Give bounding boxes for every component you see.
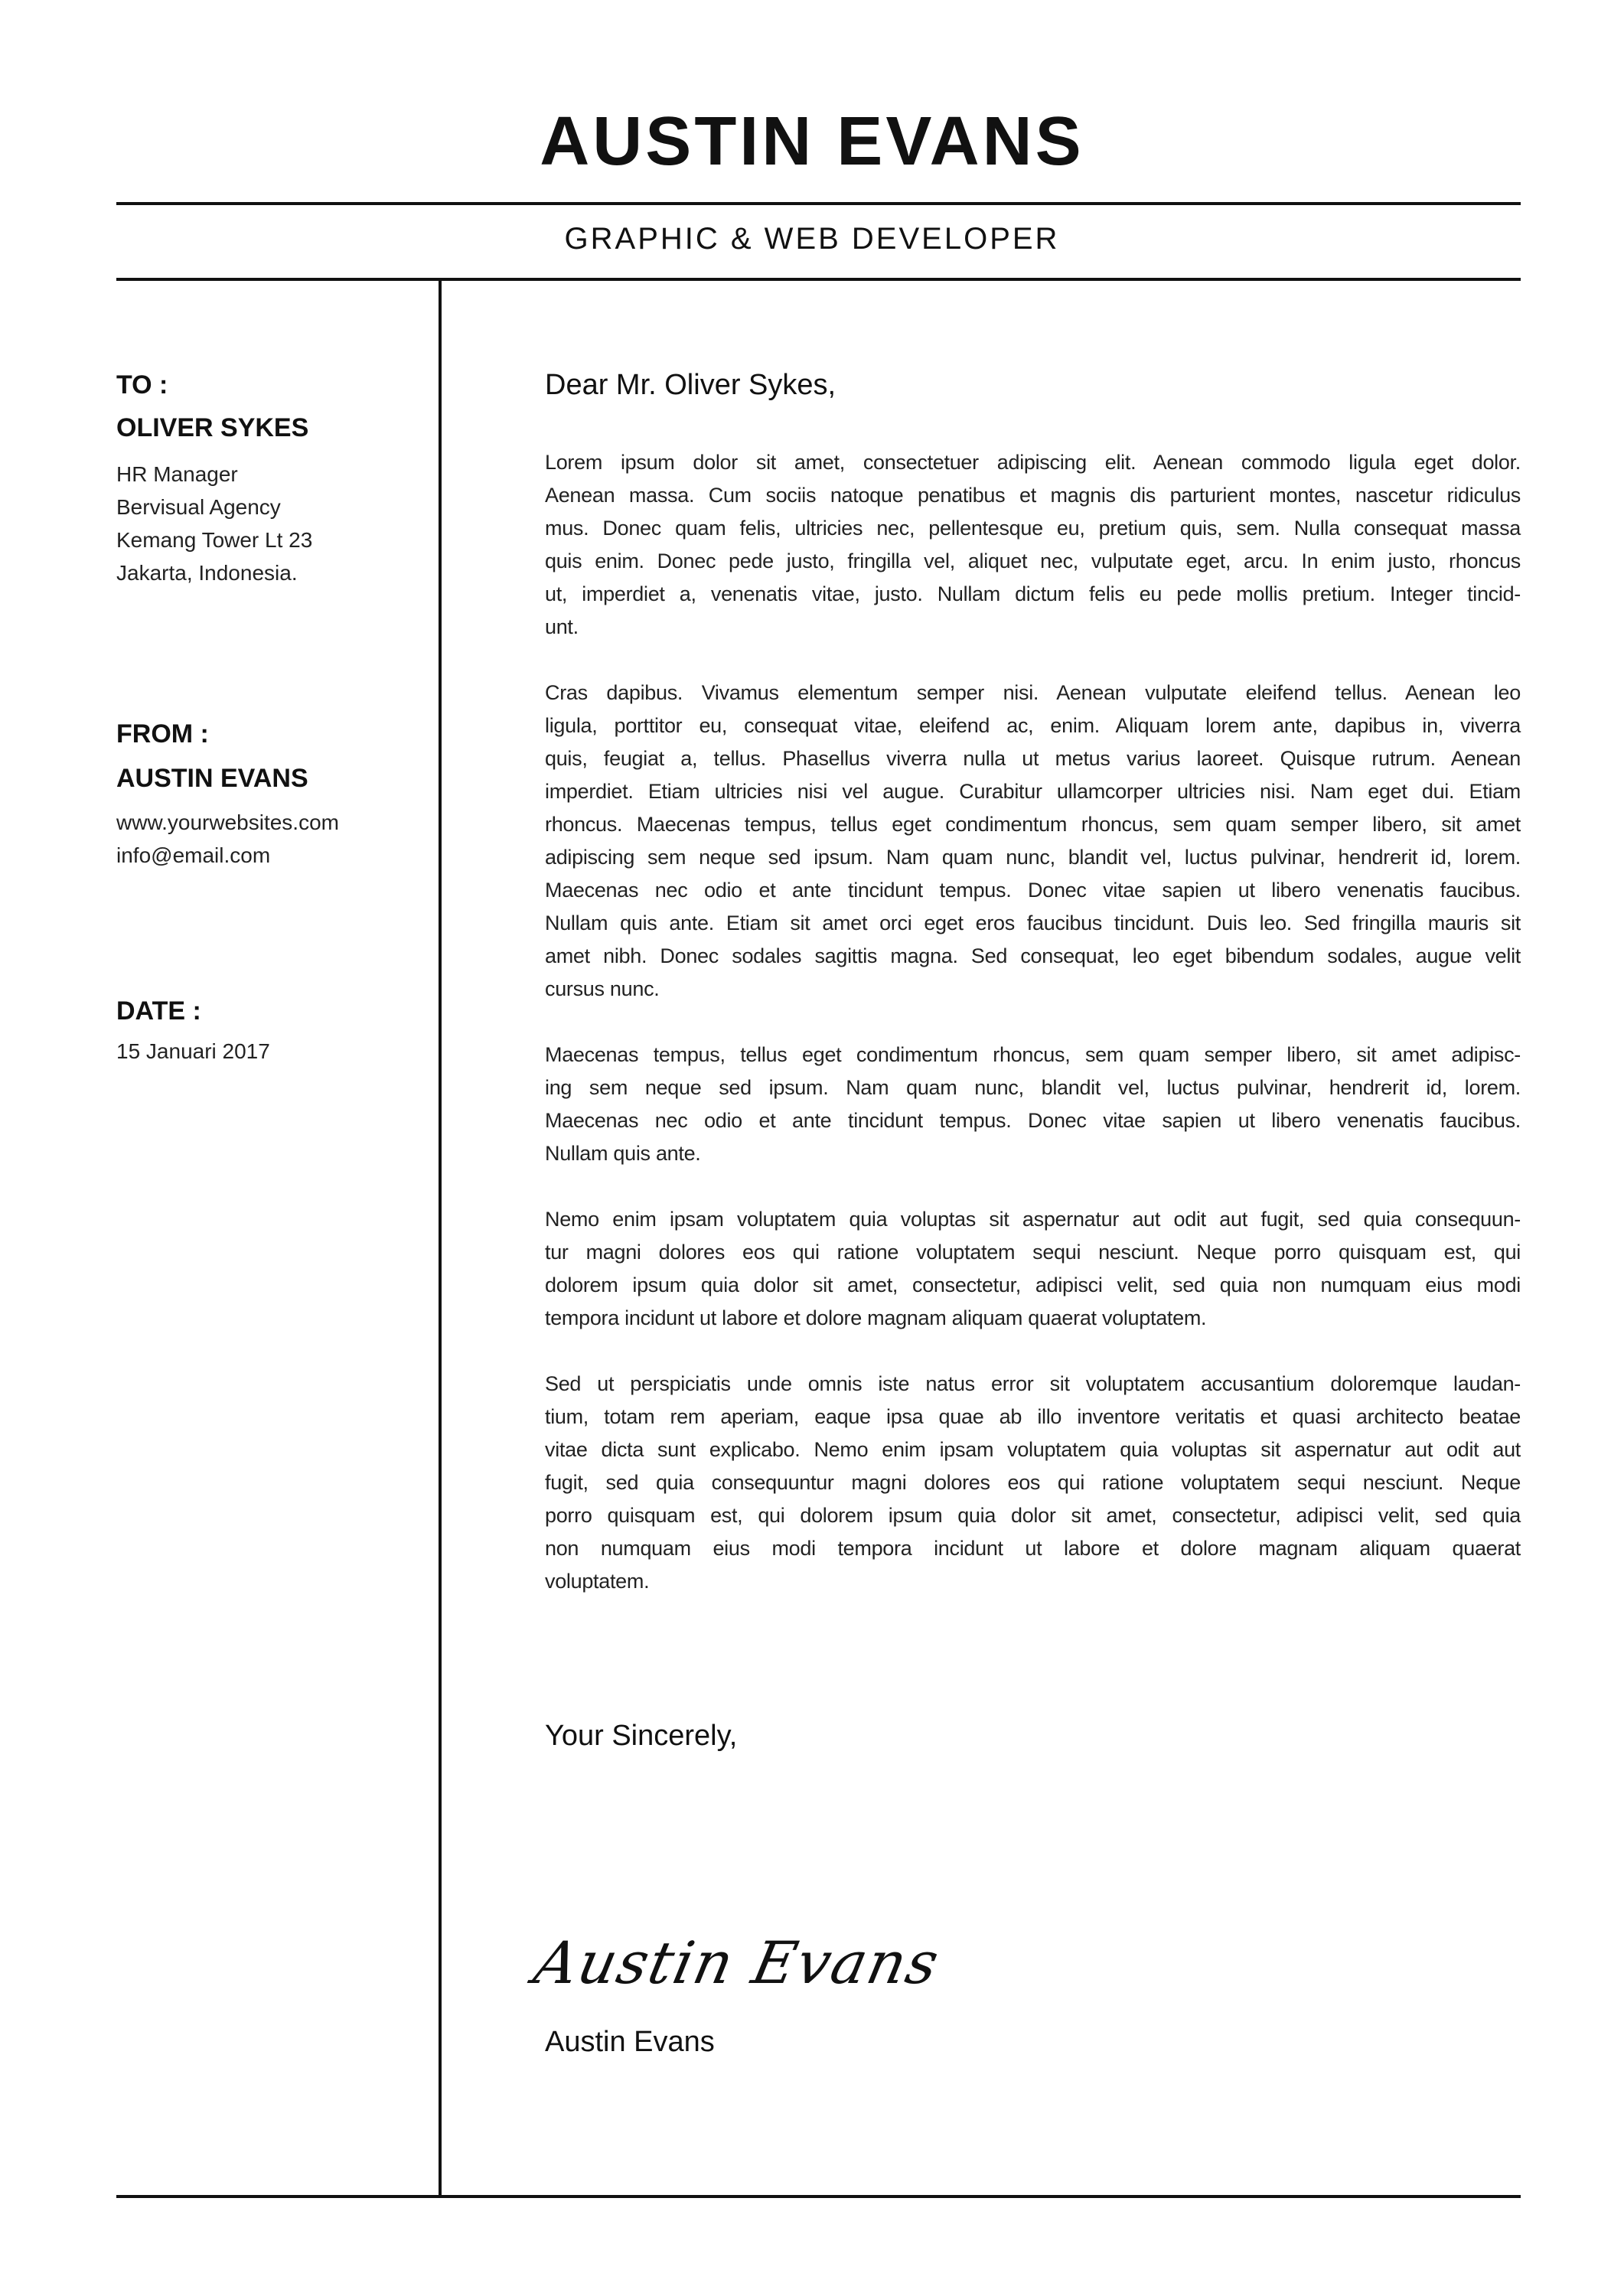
paragraph-line: quis enim. Donec pede justo, fringilla vel, aliquet nec, vulputate eget, arcu. In enim justo, rhoncus xyxy=(545,550,1521,572)
paragraph-line: Nullam quis ante. Etiam sit amet orci eget eros faucibus tincidunt. Duis leo. Sed fringilla mauris sit xyxy=(545,912,1521,934)
letter-body xyxy=(545,446,1521,1631)
paragraph-line: ligula, porttitor eu, consequat vitae, eleifend ac, enim. Aliquam lorem ante, dapibus in, viverra xyxy=(545,714,1521,737)
sender-name: AUSTIN EVANS xyxy=(116,764,308,793)
applicant-name: AUSTIN EVANS xyxy=(540,103,1084,180)
sender-email: info@email.com xyxy=(116,843,271,867)
from-label: FROM : xyxy=(116,719,209,748)
paragraph-line: fugit, sed quia consequuntur magni dolores eos qui ratione voluptatem sequi nesciunt. Neque xyxy=(545,1471,1521,1494)
paragraph-line: vitae dicta sunt explicabo. Nemo enim ipsam voluptatem quia voluptas sit aspernatur aut odit aut xyxy=(545,1438,1521,1461)
paragraph-line: Nemo enim ipsam voluptatem quia voluptas sit aspernatur aut odit aut fugit, sed quia consequun- xyxy=(545,1208,1521,1231)
body-paragraph xyxy=(545,1039,1521,1170)
paragraph-line: Maecenas nec odio et ante tincidunt tempus. Donec vitae sapien ut libero venenatis faucibus. xyxy=(545,879,1521,902)
paragraph-line: Nullam quis ante. xyxy=(545,1142,701,1165)
paragraph-line: Lorem ipsum dolor sit amet, consectetuer adipiscing elit. Aenean commodo ligula eget dolor. xyxy=(545,451,1521,474)
paragraph-line: ut, imperdiet a, venenatis vitae, justo. Nullam dictum felis eu pede mollis pretium. Integer tincid- xyxy=(545,582,1521,605)
signer-name: Austin Evans xyxy=(545,2026,715,2058)
paragraph-line: porro quisquam est, qui dolorem ipsum quia dolor sit amet, consectetur, adipisci velit, sed quia xyxy=(545,1504,1521,1527)
closing: Your Sincerely, xyxy=(545,1720,738,1752)
paragraph-line: Maecenas tempus, tellus eget condimentum rhoncus, sem quam semper libero, sit amet adipisc- xyxy=(545,1043,1521,1066)
paragraph-line: unt. xyxy=(545,615,579,638)
signature: Austin Evans xyxy=(528,1929,946,1997)
recipient-line: Bervisual Agency xyxy=(116,495,281,519)
paragraph-line: mus. Donec quam felis, ultricies nec, pellentesque eu, pretium quis, sem. Nulla consequat massa xyxy=(545,517,1521,540)
paragraph-line: tempora incidunt ut labore et dolore magnam aliquam quaerat voluptatem. xyxy=(545,1306,1207,1329)
paragraph-line: rhoncus. Maecenas tempus, tellus eget condimentum rhoncus, sem quam semper libero, sit amet xyxy=(545,813,1521,836)
recipient-details xyxy=(116,458,312,589)
header-divider-top xyxy=(116,202,1521,205)
paragraph-line: non numquam eius modi tempora incidunt ut labore et dolore magnam aliquam quaerat xyxy=(545,1537,1521,1560)
job-title: GRAPHIC & WEB DEVELOPER xyxy=(564,222,1060,256)
paragraph-line: cursus nunc. xyxy=(545,977,660,1000)
recipient-line: HR Manager xyxy=(116,462,238,486)
sender-details xyxy=(116,806,339,872)
paragraph-line: adipiscing sem neque sed ipsum. Nam quam nunc, blandit vel, luctus pulvinar, hendrerit id, lorem. xyxy=(545,846,1521,869)
body-paragraph xyxy=(545,1203,1521,1335)
paragraph-line: imperdiet. Etiam ultricies nisi vel augue. Curabitur ullamcorper ultricies nisi. Nam eget dui. Etiam xyxy=(545,780,1521,803)
paragraph-line: dolorem ipsum quia dolor sit amet, consectetur, adipisci velit, sed quia non numquam eius modi xyxy=(545,1274,1521,1296)
paragraph-line: Cras dapibus. Vivamus elementum semper nisi. Aenean vulputate eleifend tellus. Aenean leo xyxy=(545,681,1521,704)
date-value: 15 Januari 2017 xyxy=(116,1039,270,1063)
body-paragraph xyxy=(545,446,1521,644)
column-divider xyxy=(439,279,442,2198)
sender-website: www.yourwebsites.com xyxy=(116,810,339,834)
paragraph-line: Aenean massa. Cum sociis natoque penatibus et magnis dis parturient montes, nascetur ridiculus xyxy=(545,484,1521,507)
body-paragraph xyxy=(545,677,1521,1006)
recipient-line: Jakarta, Indonesia. xyxy=(116,561,298,585)
body-paragraph xyxy=(545,1368,1521,1598)
paragraph-line: Maecenas nec odio et ante tincidunt tempus. Donec vitae sapien ut libero venenatis faucibus. xyxy=(545,1109,1521,1132)
paragraph-line: tur magni dolores eos qui ratione voluptatem sequi nesciunt. Neque porro quisquam est, qui xyxy=(545,1241,1521,1264)
paragraph-line: quis, feugiat a, tellus. Phasellus viverra nulla ut metus varius laoreet. Quisque rutrum. Aenean xyxy=(545,747,1521,770)
recipient-line: Kemang Tower Lt 23 xyxy=(116,528,313,552)
paragraph-line: ing sem neque sed ipsum. Nam quam nunc, blandit vel, luctus pulvinar, hendrerit id, lorem. xyxy=(545,1076,1521,1099)
paragraph-line: amet nibh. Donec sodales sagittis magna. Sed consequat, leo eget bibendum sodales, augue velit xyxy=(545,944,1521,967)
paragraph-line: voluptatem. xyxy=(545,1570,650,1593)
paragraph-line: Sed ut perspiciatis unde omnis iste natus error sit voluptatem accusantium doloremque laudan- xyxy=(545,1372,1521,1395)
recipient-name: OLIVER SYKES xyxy=(116,413,309,442)
footer-divider xyxy=(116,2195,1521,2198)
date-label: DATE : xyxy=(116,996,201,1026)
header-divider-bottom xyxy=(116,278,1521,281)
salutation: Dear Mr. Oliver Sykes, xyxy=(545,369,836,401)
paragraph-line: tium, totam rem aperiam, eaque ipsa quae ab illo inventore veritatis et quasi architecto beatae xyxy=(545,1405,1521,1428)
to-label: TO : xyxy=(116,370,168,400)
